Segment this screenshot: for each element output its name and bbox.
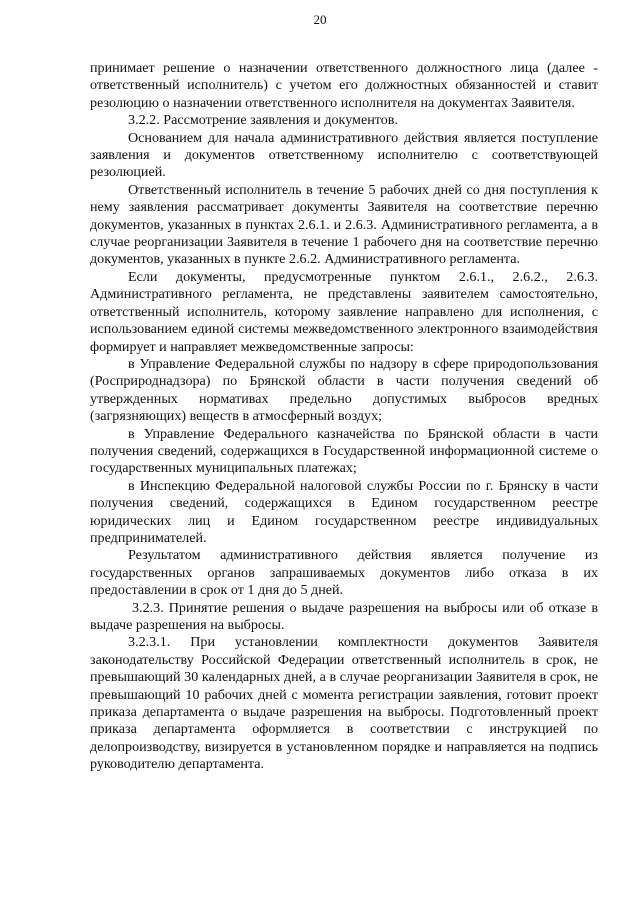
section-heading: 3.2.3. Принятие решения о выдаче разрешения на выбросы или об отказе в выдаче разрешения на выбросы. xyxy=(90,599,598,633)
body-text xyxy=(90,60,598,774)
page-number: 20 xyxy=(313,12,327,27)
paragraph: Основанием для начала административного действия является поступление заявления и документов ответственному исполнителю с соответствующей резолюцией. xyxy=(90,129,598,181)
paragraph: принимает решение о назначении ответственного должностного лица (далее - ответственный исполнитель) с учетом его должностных обязанностей и ставит резолюцию о назначении ответственного исполнителя на документах Заявителя. xyxy=(90,60,598,111)
paragraph: Если документы, предусмотренные пунктом 2.6.1., 2.6.2., 2.6.3. Административного регламента, не представлены заявителем самостоятельно, ответственный исполнитель, которому заявление направлено для исполнения, с использованием единой системы межведомственного электронного взаимодействия формирует и направляет межведомственные запросы: xyxy=(90,268,598,355)
list-item: в Управление Федерального казначейства по Брянской области в части получения сведений, содержащихся в Государственной информационной системе о государственных муниципальных платежах; xyxy=(90,425,598,477)
paragraph: Результатом административного действия является получение из государственных органов запрашиваемых документов либо отказа в их предоставлении в срок от 1 дня до 5 дней. xyxy=(90,547,598,599)
list-item: в Инспекцию Федеральной налоговой службы России по г. Брянску в части получения сведений, содержащихся в Едином государственном реестре юридических лиц и Едином государственном реестре индивидуальных предпринимателей. xyxy=(90,477,598,546)
paragraph: Ответственный исполнитель в течение 5 рабочих дней со дня поступления к нему заявления рассматривает документы Заявителя на соответствие перечню документов, указанных в пунктах 2.6.1. и 2.6.3. Административного регламента, а в случае реорганизации Заявителя в течение 1 рабочего дня на соответствие перечню документов, указанных в пункте 2.6.2. Административного регламента. xyxy=(90,181,598,268)
list-item: в Управление Федеральной службы по надзору в сфере природопользования (Росприроднадзора) по Брянской области в части получения сведений об утвержденных нормативах предельно допустимых выбросов вредных (загрязняющих) веществ в атмосферный воздух; xyxy=(90,355,598,425)
paragraph: 3.2.3.1. При установлении комплектности документов Заявителя законодательству Российской Федерации ответственный исполнитель в срок, не превышающий 30 календарных дней, а в случае реорганизации Заявителя в срок, не превышающий 10 рабочих дней с момента регистрации заявления, готовит проект приказа департамента о выдаче разрешения на выбросы. Подготовленный проект приказа департамента оформляется в соответствии с инструкцией по делопроизводству, визируется в установленном порядке и направляется на подпись руководителю департамента. xyxy=(90,634,598,773)
section-heading: 3.2.2. Рассмотрение заявления и документов. xyxy=(128,112,398,129)
